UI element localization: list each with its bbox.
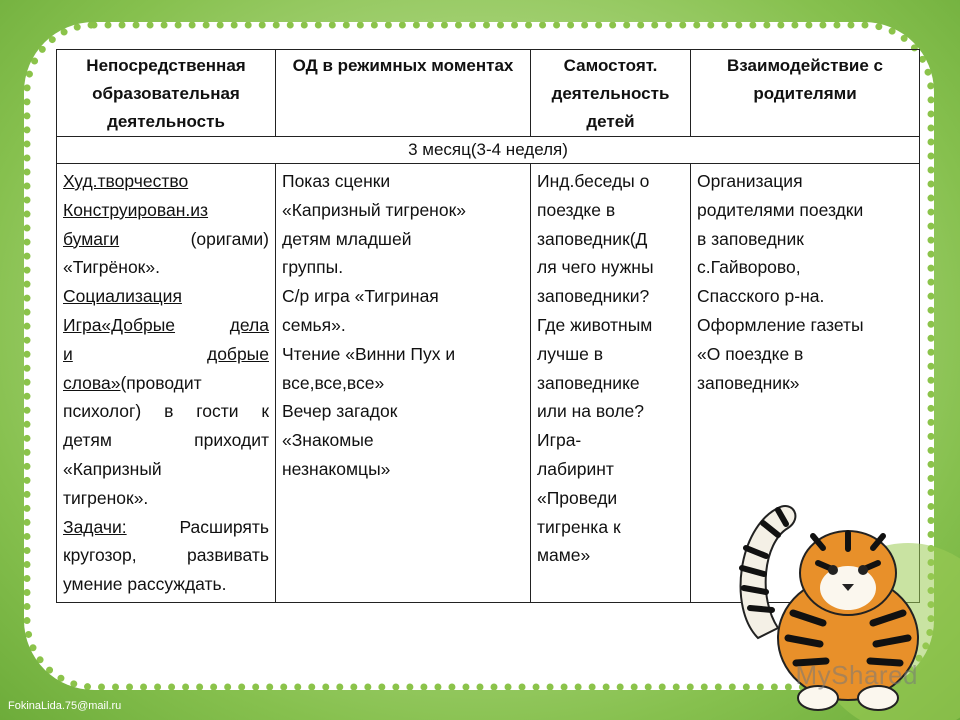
- text-line: поездке в: [537, 199, 616, 220]
- header-row: [57, 50, 920, 137]
- text-line: С/р игра «Тигриная: [282, 286, 439, 307]
- text-line: [63, 369, 269, 398]
- month-row: [57, 137, 920, 164]
- header-cell: Непосредственная образовательная деятельность: [57, 50, 276, 137]
- text-line: Вечер загадок: [282, 401, 398, 422]
- text-line: «Капризный: [63, 458, 162, 479]
- header-cell: Взаимодействие с родителями: [691, 50, 920, 137]
- text-word: и: [63, 343, 73, 364]
- col-independent-activity: [531, 164, 691, 603]
- text-line: [63, 513, 269, 542]
- month-label: 3 месяц(3-4 неделя): [57, 137, 920, 164]
- text-line: в заповедник: [697, 228, 804, 249]
- text-line: Социализация: [63, 286, 182, 307]
- text-word: Игра«Добрые: [63, 314, 176, 335]
- text-line: [63, 225, 269, 254]
- text-word: Задачи:: [63, 516, 127, 537]
- text-line: маме»: [537, 545, 591, 566]
- text-line: семья».: [282, 314, 346, 335]
- text-line: группы.: [282, 257, 344, 278]
- text-line: «Капризный тигренок»: [282, 199, 466, 220]
- text-line: Где животным: [537, 314, 653, 335]
- text-line: «Тигрёнок».: [63, 257, 160, 278]
- col-education-activity: [57, 164, 276, 603]
- text-line: лабиринт: [537, 458, 614, 479]
- text-word: слова»: [63, 372, 121, 393]
- text-line: заповедники?: [537, 286, 650, 307]
- text-line: родителями поездки: [697, 199, 864, 220]
- text-line: все,все,все»: [282, 372, 385, 393]
- text-line: [63, 311, 269, 340]
- text-line: тигренок».: [63, 487, 149, 508]
- text-line: Оформление газеты: [697, 314, 864, 335]
- col-routine-activity: [276, 164, 531, 603]
- text-line: Игра-: [537, 430, 582, 451]
- text-word: (проводит: [120, 372, 202, 393]
- text-line: Худ.творчество: [63, 171, 189, 191]
- text-word: бумаги: [63, 228, 120, 249]
- header-cell: ОД в режимных моментах: [276, 50, 531, 137]
- text-word: добрые: [206, 343, 269, 364]
- text-line: «Проведи: [537, 487, 618, 508]
- text-line: Чтение «Винни Пух и: [282, 343, 456, 364]
- text-line: лучше в: [537, 343, 604, 364]
- text-line: заповедник»: [697, 372, 800, 393]
- text-line: Конструирован.из: [63, 199, 209, 220]
- text-line: ля чего нужны: [537, 257, 654, 278]
- text-word: (оригами): [190, 228, 269, 249]
- watermark-text: MyShared: [795, 660, 918, 690]
- text-line: «О поездке в: [697, 343, 804, 364]
- text-line: Спасского р-на.: [697, 286, 825, 307]
- text-line: заповеднике: [537, 372, 640, 393]
- text-line: тигренка к: [537, 516, 621, 537]
- text-line: кругозор, развивать: [63, 545, 269, 566]
- text-line: детям младшей: [282, 228, 412, 249]
- text-line: с.Гайворово,: [697, 257, 801, 278]
- text-line: Показ сценки: [282, 171, 391, 191]
- text-word: Расширять: [179, 516, 269, 537]
- text-line: заповедник(Д: [537, 228, 648, 249]
- header-cell: Самостоят. деятельность детей: [531, 50, 691, 137]
- text-line: «Знакомые: [282, 430, 374, 451]
- text-line: незнакомцы»: [282, 458, 391, 479]
- text-word: дела: [229, 314, 269, 335]
- credit-text: FokinaLida.75@mail.ru: [8, 700, 122, 712]
- text-line: [63, 340, 269, 369]
- text-line: Инд.беседы о: [537, 171, 650, 191]
- text-line: умение рассуждать.: [63, 574, 227, 595]
- text-line: Организация: [697, 171, 803, 191]
- text-line: детям приходит: [63, 430, 269, 451]
- text-line: психолог) в гости к: [63, 401, 269, 422]
- text-line: или на воле?: [537, 401, 645, 422]
